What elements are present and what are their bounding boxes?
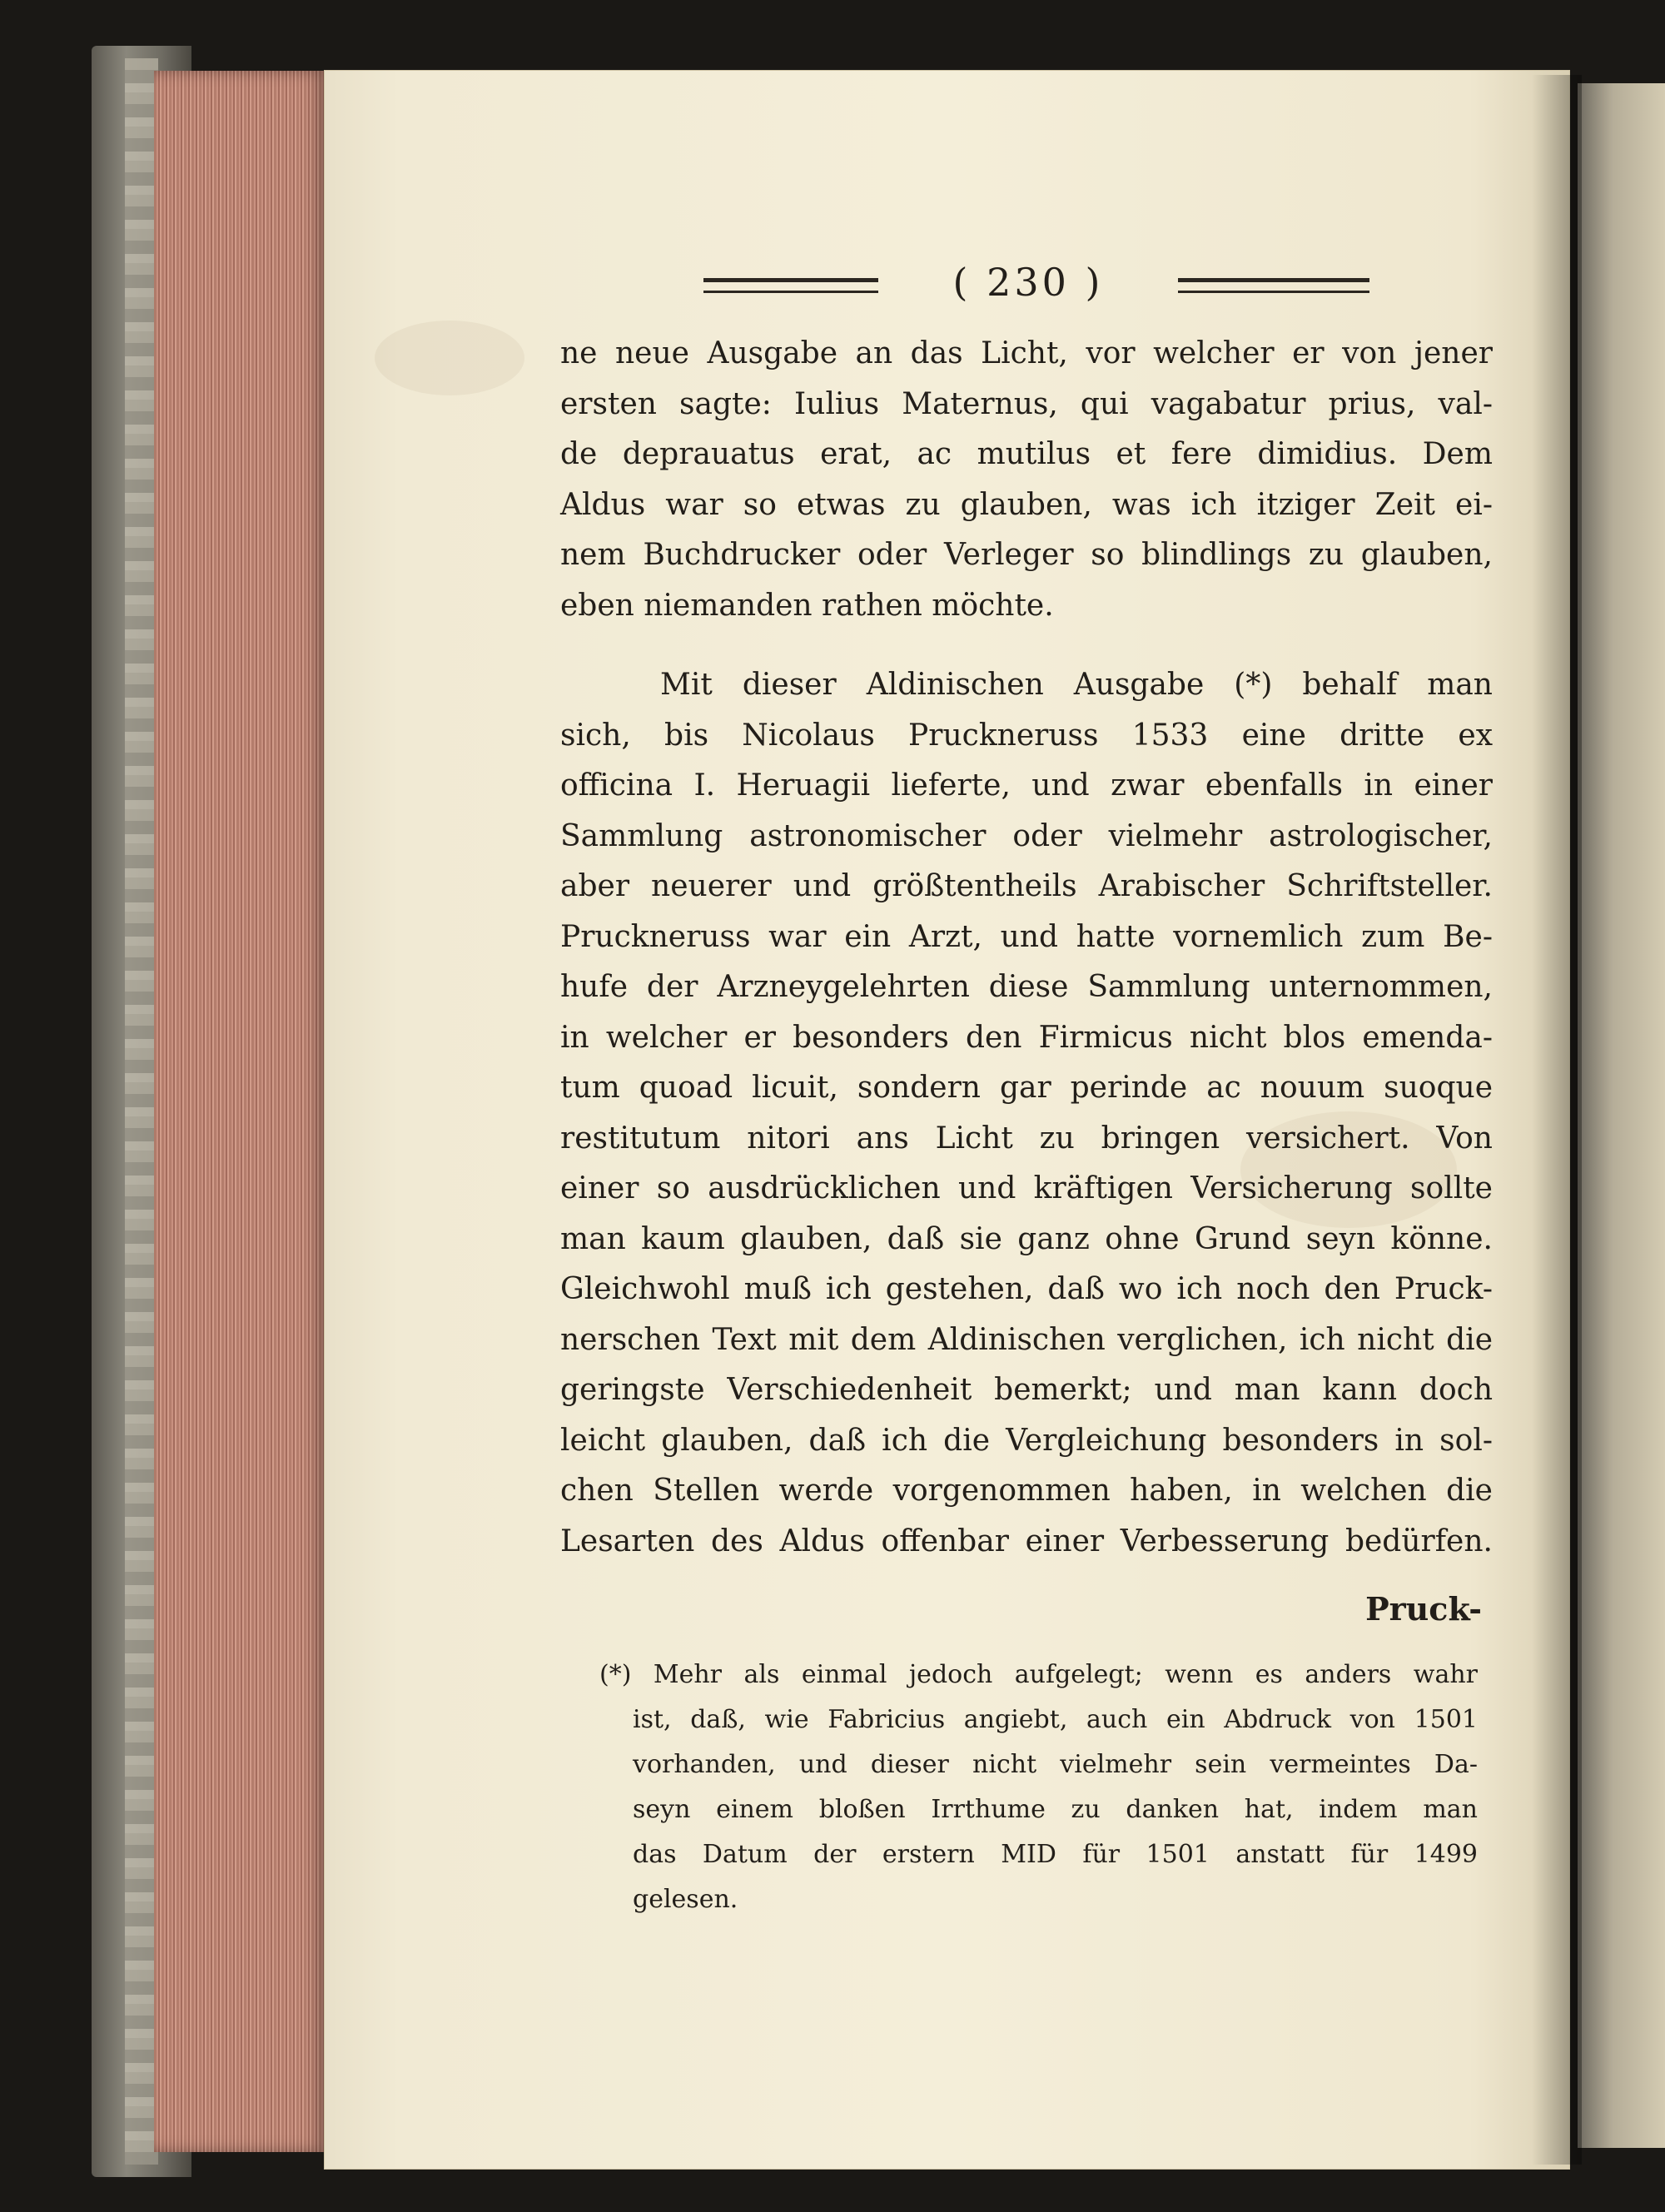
text-line: in welcher er besonders den Firmicus nicht blos emenda-: [560, 1020, 1493, 1055]
footnote-line: ist, daß, wie Fabricius angiebt, auch ein Abdruck von 1501: [633, 1705, 1478, 1734]
text-line: Aldus war so etwas zu glauben, was ich itziger Zeit ei-: [560, 487, 1493, 522]
text-line: ne neue Ausgabe an das Licht, vor welcher er von jener: [560, 336, 1493, 370]
text-line: man kaum glauben, daß sie ganz ohne Grund seyn könne.: [560, 1221, 1493, 1256]
cover-edge: [125, 58, 158, 2165]
text-line: leicht glauben, daß ich die Vergleichung besonders in sol-: [560, 1423, 1493, 1458]
footnote-line: das Datum der erstern MID für 1501 anstatt für 1499: [633, 1840, 1478, 1869]
text-line: chen Stellen werde vorgenommen haben, in welchen die: [560, 1474, 1493, 1508]
text-line: einer so ausdrücklichen und kräftigen Versicherung sollte: [560, 1171, 1493, 1205]
text-line: Lesarten des Aldus offenbar einer Verbesserung bedürfen.: [560, 1524, 1493, 1558]
text-line: restitutum nitori ans Licht zu bringen versichert. Von: [560, 1121, 1493, 1156]
text-line: Sammlung astronomischer oder vielmehr astrologischer,: [560, 818, 1493, 853]
header-rule-left: [703, 278, 878, 293]
footnote-line: (*) Mehr als einmal jedoch aufgelegt; wenn es anders wahr: [599, 1660, 1478, 1689]
page-edges: [154, 71, 329, 2152]
text-line: nerschen Text mit dem Aldinischen verglichen, ich nicht die: [560, 1322, 1493, 1357]
text-line: Mit dieser Aldinischen Ausgabe (*) behalf man: [660, 668, 1493, 702]
text-line: ersten sagte: Iulius Maternus, qui vagabatur prius, val-: [560, 386, 1493, 421]
footnote-line: vorhanden, und dieser nicht vielmehr sein vermeintes Da-: [633, 1750, 1478, 1779]
text-line: Gleichwohl muß ich gestehen, daß wo ich noch den Pruck-: [560, 1272, 1493, 1306]
footnote: [599, 1653, 1478, 1922]
text-line: aber neuerer und größtentheils Arabischer Schriftsteller.: [560, 869, 1493, 903]
text-line: Pruckneruss war ein Arzt, und hatte vornemlich zum Be-: [560, 919, 1493, 954]
facing-page-edge: [1578, 83, 1665, 2148]
text-line: geringste Verschiedenheit bemerkt; und man kann doch: [560, 1373, 1493, 1407]
text-line: tum quoad licuit, sondern gar perinde ac nouum suoque: [560, 1071, 1493, 1105]
header-rule-right: [1178, 278, 1369, 293]
body-text: [560, 329, 1493, 1567]
catchword: Pruck-: [1365, 1590, 1482, 1628]
text-line: officina I. Heruagii lieferte, und zwar ebenfalls in einer: [560, 768, 1493, 803]
gutter-shadow: [1532, 75, 1582, 2165]
footnote-line: seyn einem bloßen Irrthume zu danken hat, indem man: [633, 1795, 1478, 1824]
text-line: eben niemanden rathen möchte.: [560, 588, 1054, 623]
text-line: hufe der Arzneygelehrten diese Sammlung unternommen,: [560, 970, 1493, 1004]
page-number: ( 230 ): [952, 260, 1104, 305]
footnote-line: gelesen.: [633, 1885, 738, 1914]
text-line: nem Buchdrucker oder Verleger so blindlings zu glauben,: [560, 538, 1493, 572]
text-line: de deprauatus erat, ac mutilus et fere dimidius. Dem: [560, 437, 1493, 471]
text-line: sich, bis Nicolaus Pruckneruss 1533 eine dritte ex: [560, 718, 1493, 753]
page-header: [703, 260, 1369, 310]
